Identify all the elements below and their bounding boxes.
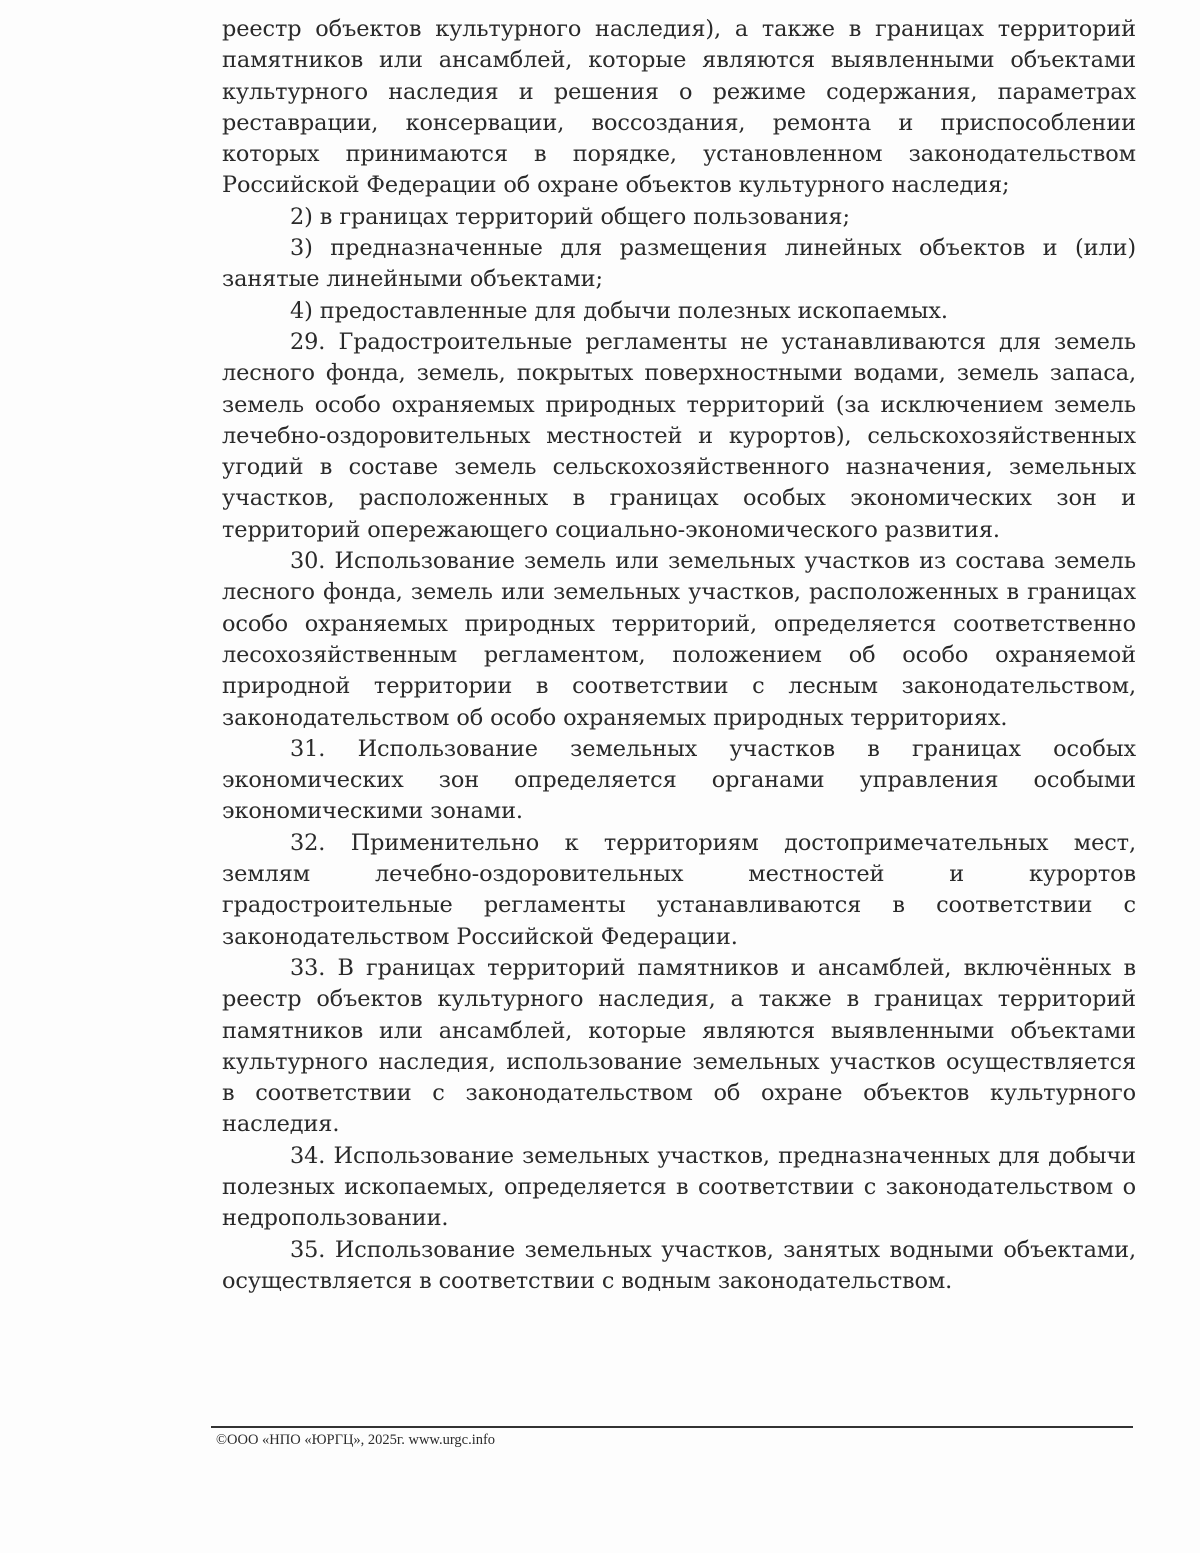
footer-copyright: ©ООО «НПО «ЮРГЦ», 2025г. www.urgc.info: [216, 1432, 496, 1448]
clause-29: 29. Градостроительные регламенты не устанавливаются для земель лесного фонда, земель, покрытых поверхностными водами, земель запаса, земель особо охраняемых природных территорий (за исключением земель лечебно-оздоровительных местностей и курортов), сельскохозяйственных угодий в составе земель сельскохозяйственного назначения, земельных участков, расположенных в границах особых экономических зон и территорий опережающего социально-экономического развития.: [222, 328, 1136, 543]
list-item-3: 3) предназначенные для размещения линейных объектов и (или) занятые линейными объектами;: [222, 235, 1136, 293]
list-item-2: 2) в границах территорий общего пользования;: [290, 203, 850, 230]
document-body: [222, 14, 1136, 1297]
footer-divider: [211, 1426, 1133, 1428]
clause-32: 32. Применительно к территориям достопримечательных мест, землям лечебно-оздоровительных местностей и курортов градостроительные регламенты устанавливаются в соответствии с законодательством Российской Федерации.: [222, 829, 1136, 950]
paragraph-continuation: реестр объектов культурного наследия), а также в границах территорий памятников или ансамблей, которые являются выявленными объектами культурного наследия и решения о режиме содержания, параметрах реставрации, консервации, воссоздания, ремонта и приспособлении которых принимаются в порядке, установленном законодательством Российской Федерации об охране объектов культурного наследия;: [222, 16, 1136, 199]
clause-35: 35. Использование земельных участков, занятых водными объектами, осуществляется в соответствии с водным законодательством.: [222, 1236, 1136, 1294]
list-item-4: 4) предоставленные для добычи полезных ископаемых.: [290, 297, 948, 324]
clause-31: 31. Использование земельных участков в границах особых экономических зон определяется органами управления особыми экономическими зонами.: [222, 735, 1136, 825]
clause-33: 33. В границах территорий памятников и ансамблей, включённых в реестр объектов культурного наследия, а также в границах территорий памятников или ансамблей, которые являются выявленными объектами культурного наследия, использование земельных участков осуществляется в соответствии с законодательством об охране объектов культурного наследия.: [222, 954, 1136, 1138]
clause-34: 34. Использование земельных участков, предназначенных для добычи полезных ископаемых, определяется в соответствии с законодательством о недропользовании.: [222, 1142, 1136, 1232]
clause-30: 30. Использование земель или земельных участков из состава земель лесного фонда, земель или земельных участков, расположенных в границах особо охраняемых природных территорий, определяется соответственно лесохозяйственным регламентом, положением об особо охраняемой природной территории в соответствии с лесным законодательством, законодательством об особо охраняемых природных территориях.: [222, 548, 1136, 731]
